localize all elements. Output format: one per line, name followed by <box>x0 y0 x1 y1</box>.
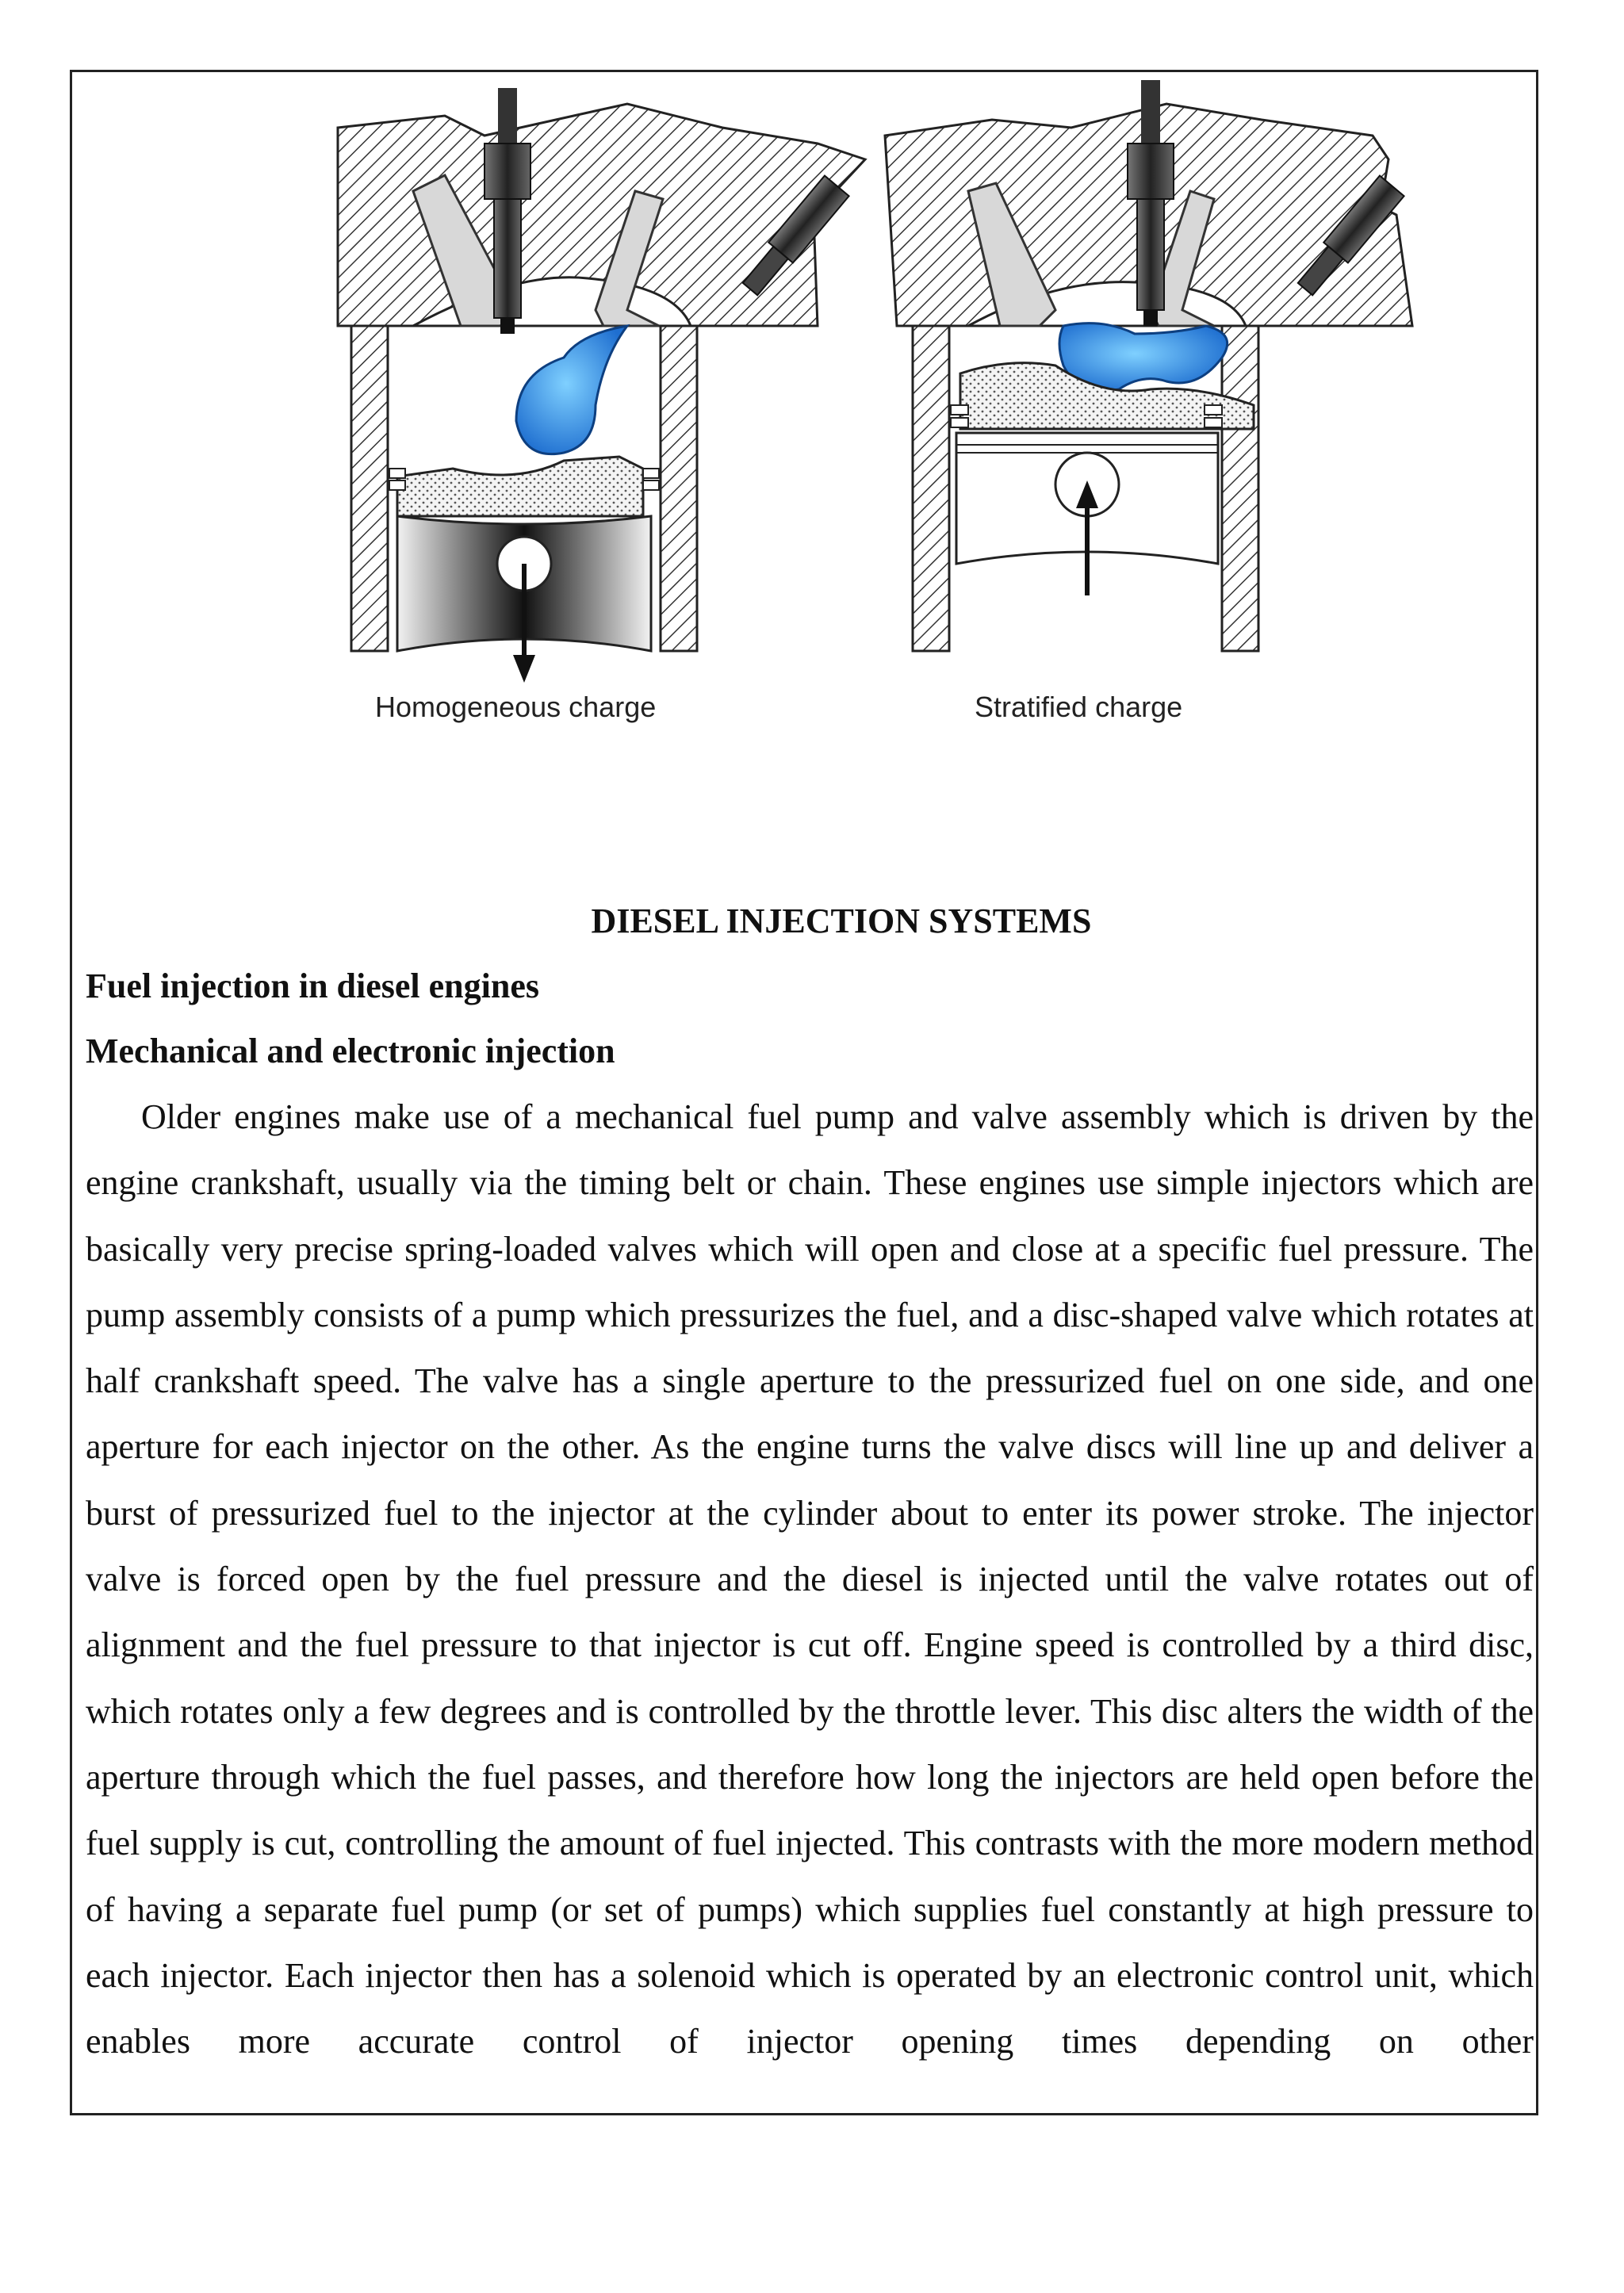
engine-charge-figure <box>72 72 1536 786</box>
arrow-down-icon <box>513 655 535 683</box>
subheading: Fuel injection in diesel engines <box>86 967 539 1005</box>
section-heading: Mechanical and electronic injection <box>86 1032 615 1070</box>
stratified-engine <box>885 80 1412 651</box>
stratified-caption: Stratified charge <box>975 691 1183 723</box>
homogeneous-caption: Homogeneous charge <box>375 691 657 723</box>
body-paragraph: Older engines make use of a mechanical fuel pump and valve assembly which is driven by the engine crankshaft, usually via the timing belt or chain. These engines use simple injectors which are basically very precise spring-loaded valves which will open and close at a specific fuel pressure. The pump assembly consists of a pump which pressurizes the fuel, and a disc-shaped valve which rotates at half crankshaft speed. The valve has a single aperture to the pressurized fuel on one side, and one aperture for each injector on the other. As the engine turns the valve discs will line up and deliver a burst of pressurized fuel to the injector at the cylinder about to enter its power stroke. The injector valve is forced open by the fuel pressure and the diesel is injected until the valve rotates out of alignment and the fuel pressure to that injector is cut off. Engine speed is controlled by a third disc, which rotates only a few degrees and is controlled by the throttle lever. This disc alters the width of the aperture through which the fuel passes, and therefore how long the injectors are held open before the fuel supply is cut, controlling the amount of fuel injected. This contrasts with the more modern method of having a separate fuel pump (or set of pumps) which supplies fuel constantly at high pressure to each injector. Each injector then has a solenoid which is operated by an electronic control unit, which enables more accurate control of injector opening times depending on other <box>86 1097 1534 2061</box>
homogeneous-engine <box>338 88 865 683</box>
engine-diagram <box>72 72 1536 691</box>
page-frame <box>70 70 1538 2115</box>
page-title: DIESEL INJECTION SYSTEMS <box>591 902 1092 940</box>
fuel-spray-icon <box>516 326 627 454</box>
document-body <box>86 889 1534 2074</box>
